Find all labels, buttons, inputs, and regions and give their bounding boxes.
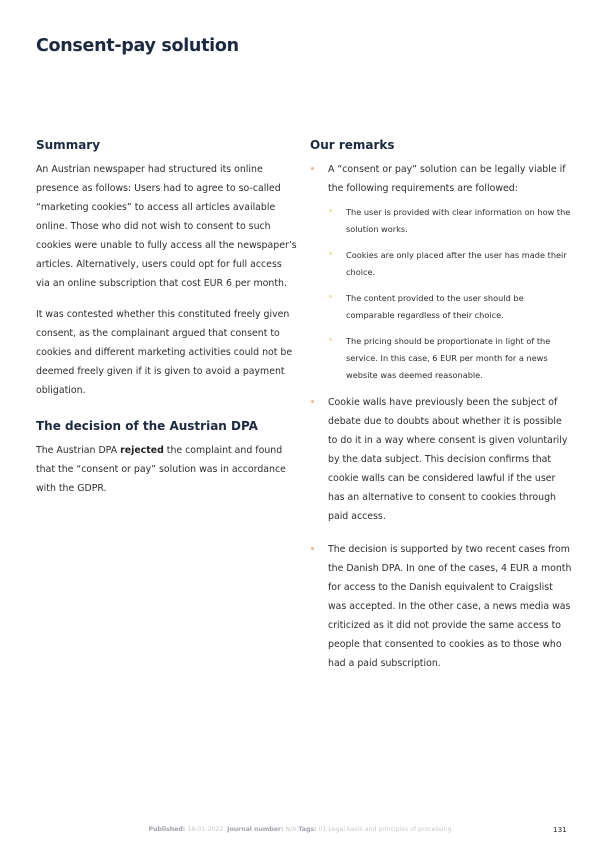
requirements-list — [328, 204, 572, 384]
page-number: 131 — [553, 825, 567, 834]
left-column — [36, 138, 298, 498]
decision-text-after: the complaint and found that the “consent or pay” solution was in accordance with the GDPR. — [36, 445, 286, 494]
remark-bullet — [310, 160, 572, 384]
tags-value: 01 Legal basis and principles of processing — [318, 826, 452, 833]
summary-heading: Summary — [36, 138, 101, 152]
remark-bullet — [310, 393, 572, 526]
summary-section — [36, 138, 298, 400]
right-column — [310, 138, 572, 673]
bullet-dot-icon — [311, 167, 314, 170]
requirement-text: The content provided to the user should be comparable regardless of their choice. — [346, 293, 524, 320]
decision-text-bold: rejected — [120, 445, 164, 456]
requirement-item — [328, 290, 572, 324]
journal-number: N/A — [285, 826, 297, 833]
decision-section — [36, 419, 298, 498]
remarks-section — [310, 138, 572, 673]
requirement-text: The user is provided with clear information on how the solution works. — [346, 207, 571, 234]
sub-bullet-dot-icon — [329, 295, 332, 298]
remark-bullet — [310, 540, 572, 673]
bullet-dot-icon — [311, 547, 314, 550]
requirement-text: The pricing should be proportionate in light of the service. In this case, 6 EUR per month for a news website was deemed reasonable. — [346, 336, 551, 380]
tags-label: Tags: — [298, 826, 317, 833]
requirement-item — [328, 204, 572, 238]
remarks-list — [310, 160, 572, 673]
summary-paragraph-1: An Austrian newspaper had structured its online presence as follows: Users had to agree to so-called “marketing cookies” to access all articles available online. Those who did not wish to consent to such cookies were unable to fully access all the newspaper’s articles. Alternatively, users could opt for full access via an online subscription that cost EUR 6 per month. — [36, 164, 297, 289]
remark-text: A “consent or pay” solution can be legally viable if the following requirements are followed: — [328, 164, 566, 194]
sub-bullet-dot-icon — [329, 209, 332, 212]
requirement-item — [328, 247, 572, 281]
page-footer — [0, 826, 600, 833]
bullet-dot-icon — [311, 400, 314, 403]
requirement-item — [328, 333, 572, 384]
sub-bullet-dot-icon — [329, 338, 332, 341]
requirement-text: Cookies are only placed after the user has made their choice. — [346, 250, 567, 277]
sub-bullet-dot-icon — [329, 252, 332, 255]
decision-text-before: The Austrian DPA — [36, 445, 121, 456]
published-label: Published: — [148, 826, 186, 833]
decision-paragraph — [36, 441, 298, 498]
remark-text: Cookie walls have previously been the subject of debate due to doubts about whether it is possible to do it in a way where consent is given voluntarily by the data subject. This decision confirms that cookie walls can be considered lawful if the user has an alternative to consent to cookies through paid access. — [328, 397, 568, 522]
remarks-heading: Our remarks — [310, 138, 395, 152]
decision-heading: The decision of the Austrian DPA — [36, 419, 258, 433]
journal-label: Journal number: — [227, 826, 284, 833]
page-title: Consent-pay solution — [36, 36, 239, 56]
remark-text: The decision is supported by two recent cases from the Danish DPA. In one of the cases, 4 EUR a month for access to the Danish equivalent to Craigslist was accepted. In the other case, a news media was criticized as it did not provide the same access to people that consented to cookies as to those who had a paid subscription. — [328, 544, 572, 669]
published-date: 18-01-2022. — [187, 826, 226, 833]
summary-paragraph-2: It was contested whether this constituted freely given consent, as the complainant argued that consent to cookies and different marketing activities could not be deemed freely given if it is given to avoid a payment obligation. — [36, 309, 293, 396]
